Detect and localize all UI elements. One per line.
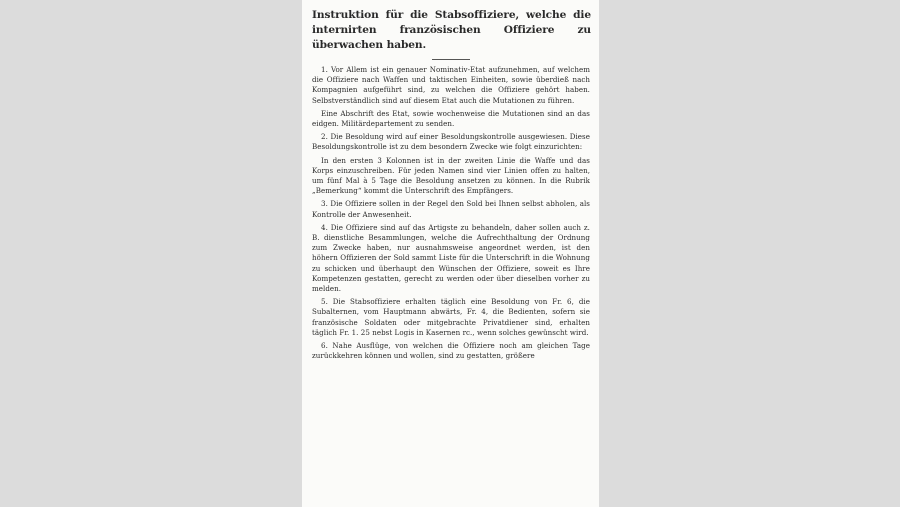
paragraph-1-cont: Eine Abschrift des Etat, sowie wochenweise die Mutationen sind an das eidgen. Militärdepartement zu senden.: [312, 108, 590, 129]
document-title: Instruktion für die Stabsoffiziere, welche die internirten französischen Offiziere zu überwachen haben.: [312, 9, 591, 51]
document-body: [312, 65, 590, 361]
paragraph-1: 1. Vor Allem ist ein genauer Nominativ-Etat aufzunehmen, auf welchem die Offiziere nach Waffen und taktischen Einheiten, sowie überdieß nach Kompagnien aufgeführt sind, zu welchen die Offiziere gehört haben. Selbstverständlich sind auf diesem Etat auch die Mutationen zu führen.: [312, 65, 590, 105]
paragraph-6: 6. Nahe Ausflüge, von welchen die Offiziere noch am gleichen Tage zurückkehren können und wollen, sind zu gestatten, größere: [312, 341, 590, 361]
paragraph-4: 4. Die Offiziere sind auf das Artigste zu behandeln, daher sollen auch z. B. dienstliche Besammlungen, welche die Aufrechthaltung der Ordnung zum Zwecke haben, nur ausnahmsweise angeordnet werden, ist den höhern Offizieren der Sold sammt Liste für die Unterschrift in die Wohnung zu schicken und überhaupt den Wünschen der Offiziere, soweit es Ihre Kompetenzen gestatten, gerecht zu werden oder über dieselben vorher zu melden.: [312, 222, 590, 294]
paragraph-5: 5. Die Stabsoffiziere erhalten täglich eine Besoldung von Fr. 6, die Subalternen, vom Hauptmann abwärts, Fr. 4, die Bedienten, sofern sie französische Soldaten oder mitgebrachte Privatdiener sind, erhalten täglich Fr. 1. 25 nebst Logis in Kasernen rc., wenn solches gewünscht wird.: [312, 297, 590, 337]
paragraph-2-cont: In den ersten 3 Kolonnen ist in der zweiten Linie die Waffe und das Korps einzuschreiben. Für jeden Namen sind vier Linien offen zu halten, um fünf Mal à 5 Tage die Besoldung ansetzen zu können. In die Rubrik „Bemerkung“ kommt die Unterschrift des Empfängers.: [312, 155, 590, 196]
title-divider: [432, 59, 470, 60]
paragraph-3: 3. Die Offiziere sollen in der Regel den Sold bei Ihnen selbst abholen, als Kontrolle der Anwesenheit.: [312, 199, 590, 219]
paragraph-2: 2. Die Besoldung wird auf einer Besoldungskontrolle ausgewiesen. Diese Besoldungskontrolle ist zu dem besondern Zwecke wie folgt einzurichten:: [312, 132, 590, 152]
document-page: [302, 0, 599, 507]
